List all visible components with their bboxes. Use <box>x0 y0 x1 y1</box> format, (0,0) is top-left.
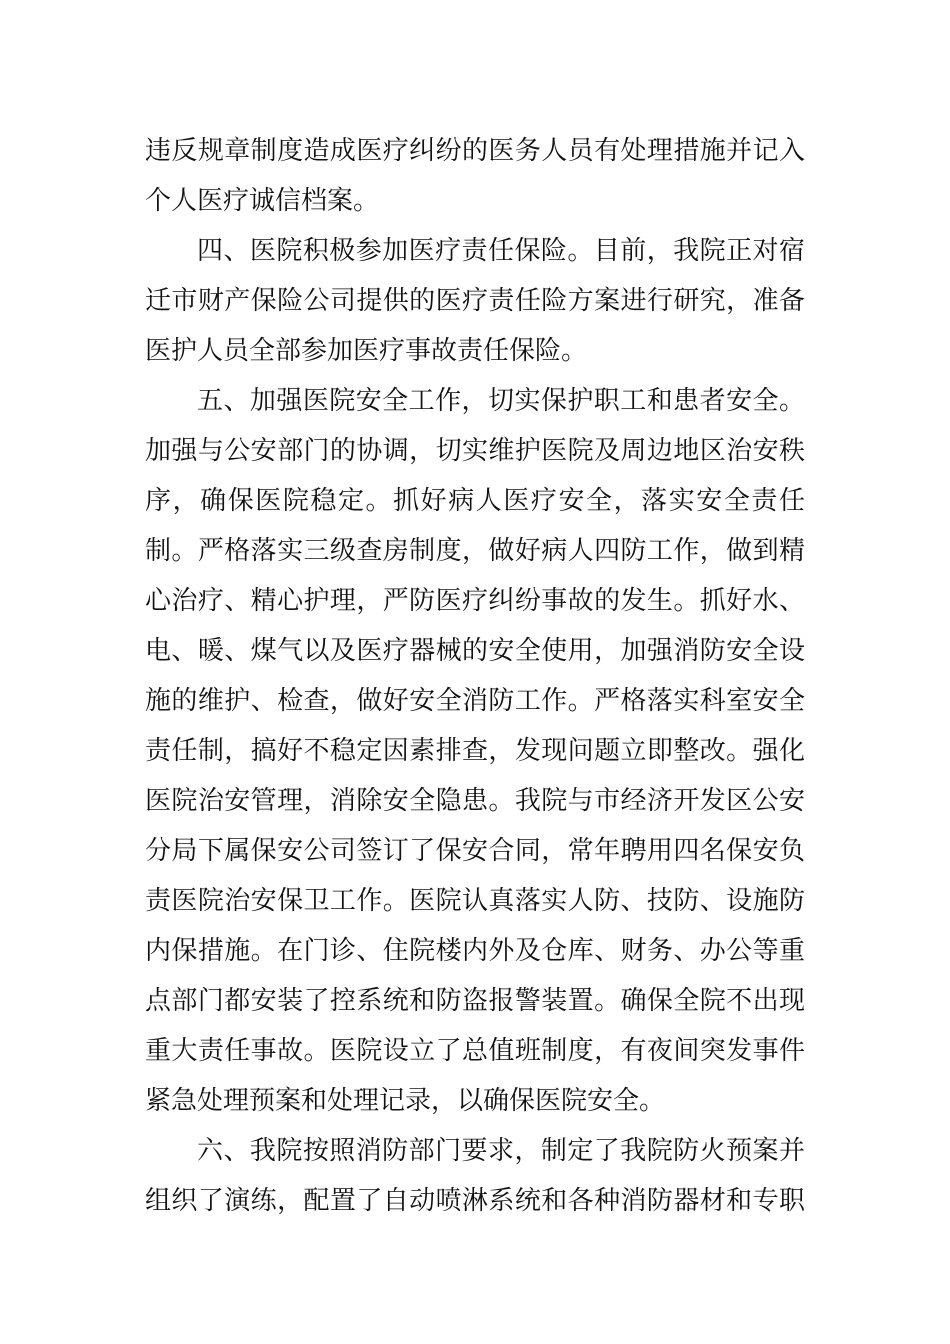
text-line: 紧急处理预案和处理记录，以确保医院安全。 <box>145 1086 666 1116</box>
text-line: 组织了演练，配置了自动喷淋系统和各种消防器材和专职 <box>145 1186 805 1216</box>
text-line: 迁市财产保险公司提供的医疗责任险方案进行研究，准备 <box>145 286 805 316</box>
text-line: 重大责任事故。医院设立了总值班制度，有夜间突发事件 <box>145 1036 805 1066</box>
text-line: 内保措施。在门诊、住院楼内外及仓库、财务、办公等重 <box>145 936 805 966</box>
text-line: 电、暖、煤气以及医疗器械的安全使用，加强消防安全设 <box>145 636 805 666</box>
text-line: 制。严格落实三级查房制度，做好病人四防工作，做到精 <box>145 536 805 566</box>
body-text <box>145 126 805 1226</box>
text-line: 责任制，搞好不稳定因素排查，发现问题立即整改。强化 <box>145 736 805 766</box>
paragraph-heading-line: 五、加强医院安全工作，切实保护职工和患者安全。 <box>197 386 805 416</box>
text-line: 个人医疗诚信档案。 <box>145 186 380 216</box>
text-line: 点部门都安装了控系统和防盗报警装置。确保全院不出现 <box>145 986 805 1016</box>
text-line: 施的维护、检查，做好安全消防工作。严格落实科室安全 <box>145 686 805 716</box>
paragraph-heading-line: 六、我院按照消防部门要求，制定了我院防火预案并 <box>197 1136 805 1166</box>
text-line: 分局下属保安公司签订了保安合同，常年聘用四名保安负 <box>145 836 805 866</box>
text-line: 加强与公安部门的协调，切实维护医院及周边地区治安秩 <box>145 436 805 466</box>
text-line: 序，确保医院稳定。抓好病人医疗安全，落实安全责任 <box>145 486 805 516</box>
text-line: 违反规章制度造成医疗纠纷的医务人员有处理措施并记入 <box>145 136 805 166</box>
text-line: 心治疗、精心护理，严防医疗纠纷事故的发生。抓好水、 <box>145 586 805 616</box>
text-line: 医院治安管理，消除安全隐患。我院与市经济开发区公安 <box>145 786 805 816</box>
paragraph-heading-line: 四、医院积极参加医疗责任保险。目前，我院正对宿 <box>197 236 805 266</box>
text-line: 医护人员全部参加医疗事故责任保险。 <box>145 336 588 366</box>
text-line: 责医院治安保卫工作。医院认真落实人防、技防、设施防 <box>145 886 805 916</box>
